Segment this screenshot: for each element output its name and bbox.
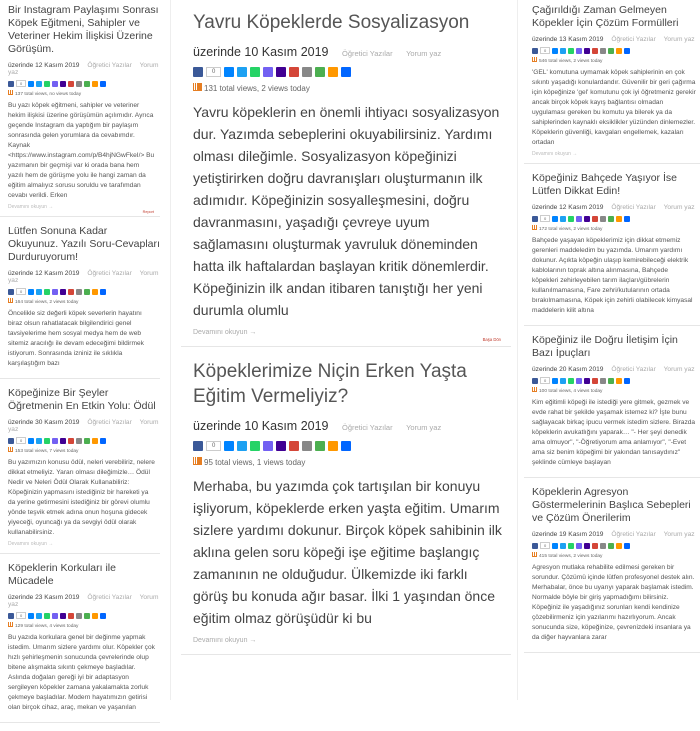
share-icon[interactable] [84, 613, 90, 619]
read-more-link[interactable]: Devamını okuyun → [193, 329, 257, 336]
middle-column [181, 0, 511, 667]
post-date: üzerinde 10 Kasım 2019 [193, 45, 329, 59]
bar-chart-icon [532, 387, 537, 392]
view-count: 137 total views, no views today [8, 90, 160, 97]
yahoo-mail-icon[interactable] [584, 543, 590, 549]
email-icon[interactable] [600, 543, 606, 549]
facebook-icon[interactable] [8, 613, 14, 619]
share-icon[interactable] [608, 48, 614, 54]
twitter-icon[interactable] [560, 216, 566, 222]
whatsapp-icon[interactable] [568, 543, 574, 549]
post-meta [8, 594, 160, 608]
bookmark-icon[interactable] [616, 543, 622, 549]
gmail-icon[interactable] [289, 441, 299, 451]
whatsapp-icon[interactable] [44, 613, 50, 619]
post-card [524, 334, 700, 478]
twitter-icon[interactable] [36, 289, 42, 295]
share-bar [193, 441, 511, 451]
view-count: 153 total views, 7 views today [8, 447, 160, 454]
add-icon[interactable] [100, 438, 106, 444]
post-excerpt: Öncelikle siz değerli köpek severlerin hayatını biraz olsun rahatlatacak bilgilendirici genel tavsiyelerime hem sosyal medya hem de web sitemiz aracılığı ile devam edeceğimi bildirmek istiyorum. Sonrasında izniniz ile sıklıkla karşılaştığım bazı [8, 310, 144, 367]
twitter-icon[interactable] [237, 441, 247, 451]
bar-chart-icon [193, 83, 202, 91]
twitter-icon[interactable] [36, 438, 42, 444]
share-bar [532, 542, 700, 549]
twitter-icon[interactable] [237, 67, 247, 77]
bar-chart-icon [8, 298, 13, 303]
bookmark-icon[interactable] [328, 441, 338, 451]
add-icon[interactable] [624, 216, 630, 222]
viber-icon[interactable] [52, 289, 58, 295]
add-icon[interactable] [100, 289, 106, 295]
add-icon[interactable] [100, 81, 106, 87]
post-date: üzerinde 12 Kasım 2019 [8, 270, 80, 277]
post-category[interactable]: Öğretici Yazılar [87, 594, 132, 601]
email-icon[interactable] [302, 441, 312, 451]
yahoo-mail-icon[interactable] [584, 48, 590, 54]
gmail-icon[interactable] [68, 81, 74, 87]
post-card [524, 4, 700, 164]
post-meta [8, 270, 160, 284]
post-category[interactable]: Öğretici Yazılar [611, 36, 656, 43]
share-bar [532, 377, 700, 384]
yahoo-mail-icon[interactable] [60, 81, 66, 87]
post-title[interactable]: Lütfen Sonuna Kadar Okuyunuz. Yazılı Soru-Cevapları Durduruyorum! [8, 225, 160, 263]
email-icon[interactable] [76, 438, 82, 444]
view-count: 131 total views, 2 views today [193, 83, 511, 93]
viber-icon[interactable] [263, 441, 273, 451]
post-title[interactable]: Köpeğinize Bir Şeyler Öğretmenin En Etkin Yolu: Ödül [8, 387, 156, 412]
share-icon[interactable] [84, 81, 90, 87]
messenger-icon[interactable] [28, 81, 34, 87]
post-title[interactable]: Köpeklerin Korkuları ile Mücadele [8, 562, 116, 587]
post-title[interactable]: Çağırıldığı Zaman Gelmeyen Köpekler İçin Çözüm Formülleri [532, 4, 679, 29]
post-card [0, 387, 160, 554]
read-more-link[interactable]: Devamını okuyun → [532, 151, 578, 157]
viber-icon[interactable] [576, 378, 582, 384]
post-category[interactable]: Öğretici Yazılar [342, 423, 393, 432]
bookmark-icon[interactable] [616, 48, 622, 54]
post-excerpt: Bu yazımızın konusu ödül, neleri verebiliriz, nelere dikkat etmeliyiz. Yararı olması dileğimizle… Ödül Nedir ve Neleri Ödül Olarak Kullanabiliriz: Köpeğinizin yapmasını istediğiniz bir hareketi ya da yerine getirmesini istediğiniz bir görevi olumlu yönde teşvik etmek adına onun hoşuna gidecek yiyeceği, oyuncağı ya da sevgiyi ödül olarak kullanabilirsiniz. [8, 459, 155, 536]
post-date: üzerinde 12 Kasım 2019 [532, 204, 604, 211]
share-count: 0 [540, 215, 550, 222]
whatsapp-icon[interactable] [568, 48, 574, 54]
share-icon[interactable] [315, 441, 325, 451]
post-excerpt: Agresyon mutlaka rehabilite edilmesi gereken bir sorundur. Çözümü içinde lütfen profesyonel destek alın. Merhabalar, önce bu uyarıyı yaparak başlamak istedim. Normalde böyle bir giriş yapmadığımı bilirsiniz. Köpeğiniz ile yaşadığınız sorunları kendi kendinize çözebilirmeniz için yazılarımı hazırlıyorum. Ancak sonucunda size, köpeğinize, çevrenizdeki insanlara ya da diğer hayvanlara zarar [532, 564, 695, 641]
post-meta [532, 36, 700, 43]
share-count: 0 [206, 441, 221, 451]
view-count: 172 total views, 2 views today [532, 225, 700, 232]
post-meta [532, 531, 700, 538]
facebook-icon[interactable] [193, 441, 203, 451]
post-date: üzerinde 13 Kasım 2019 [532, 36, 604, 43]
post-card [181, 10, 511, 347]
post-meta [8, 62, 160, 76]
share-bar [8, 612, 160, 619]
post-date: üzerinde 30 Kasım 2019 [8, 419, 80, 426]
share-count: 0 [540, 542, 550, 549]
post-meta [8, 419, 160, 433]
share-count: 0 [540, 47, 550, 54]
post-title[interactable]: Yavru Köpeklerde Sosyalizasyon [193, 12, 470, 33]
facebook-icon[interactable] [8, 81, 14, 87]
right-column [524, 0, 700, 661]
bar-chart-icon [8, 447, 13, 452]
messenger-icon[interactable] [224, 441, 234, 451]
yahoo-mail-icon[interactable] [60, 438, 66, 444]
post-card [524, 486, 700, 653]
add-icon[interactable] [100, 613, 106, 619]
email-icon[interactable] [302, 67, 312, 77]
share-icon[interactable] [84, 289, 90, 295]
post-meta [193, 45, 511, 59]
post-date: üzerinde 23 Kasım 2019 [8, 594, 80, 601]
post-title[interactable]: Köpeklerin Agresyon Göstermelerinin Başlıca Sebepleri ve Çözüm Önerilerim [532, 486, 691, 524]
post-comments-link[interactable]: Yorum yaz [8, 419, 159, 433]
share-count: 0 [206, 67, 221, 77]
post-title[interactable]: Bir Instagram Paylaşımı Sonrası Köpek Eğitmeni, Sahipler ve Veteriner Hekim İlişkisi Üzerine Görüşüm. [8, 4, 159, 55]
viber-icon[interactable] [576, 543, 582, 549]
bookmark-icon[interactable] [92, 289, 98, 295]
post-comments-link[interactable]: Yorum yaz [8, 594, 159, 608]
whatsapp-icon[interactable] [44, 438, 50, 444]
whatsapp-icon[interactable] [568, 378, 574, 384]
whatsapp-icon[interactable] [250, 441, 260, 451]
viber-icon[interactable] [52, 81, 58, 87]
bookmark-icon[interactable] [616, 216, 622, 222]
post-card [0, 562, 160, 723]
share-icon[interactable] [315, 67, 325, 77]
post-excerpt: Bu yazı köpek eğitmeni, sahipler ve veteriner hekim ilişkisi üzerine görüşümün açılımıdır. Ayrıca geçende Instagram da yaptığım bir paylaşım sonrasında gelen yorumlara da cevabımdır. Kaynak <https://www.instagram.com/p/B4hjNGwFkeI/> Bu yazımanın bir geçmişi var ki orada bana hem yazılı hem de görüşme yolu ile hangi zaman da eğitim almalıyız sorusu soruldu ve tarafımdan cevabı verildi. Erken [8, 102, 155, 199]
share-bar [8, 80, 160, 87]
read-more-link[interactable]: Devamını okuyun → [8, 204, 54, 210]
view-count: 129 total views, 4 views today [8, 622, 160, 629]
post-card [0, 225, 160, 379]
whatsapp-icon[interactable] [44, 289, 50, 295]
gmail-icon[interactable] [592, 216, 598, 222]
post-comments-link[interactable]: Yorum yaz [406, 49, 442, 58]
post-comments-link[interactable]: Yorum yaz [663, 366, 695, 373]
share-bar [532, 215, 700, 222]
read-more-link[interactable]: Devamını okuyun → [8, 541, 54, 547]
gmail-icon[interactable] [68, 438, 74, 444]
post-date: üzerinde 20 Kasım 2019 [532, 366, 604, 373]
post-category[interactable]: Öğretici Yazılar [611, 204, 656, 211]
gmail-icon[interactable] [592, 378, 598, 384]
facebook-icon[interactable] [532, 378, 538, 384]
post-date: üzerinde 19 Kasım 2019 [532, 531, 604, 538]
post-card [524, 172, 700, 326]
messenger-icon[interactable] [28, 289, 34, 295]
viber-icon[interactable] [576, 48, 582, 54]
post-excerpt: 'GEL' komutuna uymamak köpek sahiplerinin en çok sıkıntı yaşadığı konulardandır. Güvenilir bir geri çağırma için köpeğinize 'gel' komutunu çok iyi öğretmeniz gerekir ancak birçok köpek kayış bağlantısı olmadan uygulaması gereken bu komutu ya bilerek ya da sahiplerinden kaynaklı eksiklikler yüzünden dinlemezler. Köpeklerin güvenliği, kavgaları engellemek, kazaları ortadan [532, 69, 696, 146]
bar-chart-icon [8, 90, 13, 95]
yahoo-mail-icon[interactable] [276, 67, 286, 77]
post-title[interactable]: Köpeğiniz ile Doğru İletişim İçin Bazı İpuçları [532, 334, 678, 359]
bar-chart-icon [532, 57, 537, 62]
post-card [0, 4, 160, 217]
post-category[interactable]: Öğretici Yazılar [342, 49, 393, 58]
report-link[interactable]: Başa Dön [482, 337, 501, 342]
view-count: 95 total views, 1 views today [193, 457, 511, 467]
share-count: 0 [16, 612, 26, 619]
messenger-icon[interactable] [552, 48, 558, 54]
view-count: 546 total views, 2 views today [532, 57, 700, 64]
share-bar [532, 47, 700, 54]
email-icon[interactable] [600, 378, 606, 384]
gmail-icon[interactable] [289, 67, 299, 77]
twitter-icon[interactable] [36, 81, 42, 87]
facebook-icon[interactable] [532, 543, 538, 549]
post-comments-link[interactable]: Yorum yaz [8, 270, 159, 284]
facebook-icon[interactable] [8, 438, 14, 444]
post-excerpt: Merhaba, bu yazımda çok tartışılan bir konuyu işliyorum, köpeklerde erken yaşta eğitim. Umarım sizlere yardımı dokunur. Birçok köpek sahibinin ilk aklına gelen soru köpeği işe eğitime başlangıç zamanının ne olduğudur. Ülkemizde iki farklı görüş bu konuda ağır basar. İlki 1 yaşından önce eğitim olmaz görüşüdür ki bu [193, 478, 502, 626]
report-link[interactable]: Report [142, 210, 154, 214]
share-bar [8, 437, 160, 444]
share-bar [8, 288, 160, 295]
gmail-icon[interactable] [592, 48, 598, 54]
share-icon[interactable] [608, 378, 614, 384]
yahoo-mail-icon[interactable] [60, 289, 66, 295]
post-card [181, 359, 511, 655]
messenger-icon[interactable] [552, 216, 558, 222]
messenger-icon[interactable] [28, 613, 34, 619]
share-icon[interactable] [84, 438, 90, 444]
post-comments-link[interactable]: Yorum yaz [663, 531, 695, 538]
add-icon[interactable] [624, 543, 630, 549]
post-excerpt: Yavru köpeklerin en önemli ihtiyacı sosyalizasyon dur. Yazımda sebeplerini okuyabilirsiniz. Yardımı olması dileğimle. Sosyalizasyon köpeğinizi yetiştirirken doğru davranışları oluşturmanın ilk adımıdır. Köpeğinizin sosyalleşmesini, doğru davranmasını, yaşadığı çevreye uyum sağlamasını oluşturmak yavruluk döneminden hatta ilk haftalardan başlayan kritik dönemlerdir. Köpeğinizin ilk andan itibaren tanıştığı her yeni durumla olumlu [193, 104, 500, 318]
viber-icon[interactable] [576, 216, 582, 222]
messenger-icon[interactable] [552, 543, 558, 549]
facebook-icon[interactable] [193, 67, 203, 77]
left-column [0, 0, 160, 731]
share-icon[interactable] [608, 216, 614, 222]
facebook-icon[interactable] [532, 48, 538, 54]
share-bar [193, 67, 511, 77]
add-icon[interactable] [624, 378, 630, 384]
twitter-icon[interactable] [560, 378, 566, 384]
post-category[interactable]: Öğretici Yazılar [87, 270, 132, 277]
bookmark-icon[interactable] [616, 378, 622, 384]
twitter-icon[interactable] [560, 48, 566, 54]
post-meta [193, 419, 511, 433]
post-comments-link[interactable]: Yorum yaz [8, 62, 159, 76]
twitter-icon[interactable] [36, 613, 42, 619]
post-meta [532, 204, 700, 211]
post-date: üzerinde 10 Kasım 2019 [193, 419, 329, 433]
email-icon[interactable] [600, 216, 606, 222]
yahoo-mail-icon[interactable] [584, 378, 590, 384]
post-category[interactable]: Öğretici Yazılar [87, 419, 132, 426]
gmail-icon[interactable] [68, 613, 74, 619]
post-excerpt: Bahçede yaşayan köpeklerimiz için dikkat etmemiz gerenleri maddeledim bu yazımda. Umarım yardımı dokunur. Açıkta köpeğin ulaşıp kemirebileceği elektrik kablolarının toprak altına alınmasına, Bahçede köpekleri zehirleyebilen tarım ilaçları/gübrelerin kullanılmamasına, Fare zehri/kutularının ortada bırakılmamasına, Köpek için zehirli olabilecek kimyasal maddelerin kilit altına [532, 237, 693, 314]
bookmark-icon[interactable] [328, 67, 338, 77]
share-count: 0 [16, 437, 26, 444]
messenger-icon[interactable] [224, 67, 234, 77]
viber-icon[interactable] [52, 438, 58, 444]
post-date: üzerinde 12 Kasım 2019 [8, 62, 80, 69]
bookmark-icon[interactable] [92, 81, 98, 87]
viber-icon[interactable] [263, 67, 273, 77]
view-count: 100 total views, 4 views today [532, 387, 700, 394]
add-icon[interactable] [624, 48, 630, 54]
post-comments-link[interactable]: Yorum yaz [663, 36, 695, 43]
share-count: 0 [16, 80, 26, 87]
view-count: 164 total views, 2 views today [8, 298, 160, 305]
whatsapp-icon[interactable] [44, 81, 50, 87]
email-icon[interactable] [600, 48, 606, 54]
yahoo-mail-icon[interactable] [584, 216, 590, 222]
bar-chart-icon [8, 622, 13, 627]
twitter-icon[interactable] [560, 543, 566, 549]
bookmark-icon[interactable] [92, 438, 98, 444]
view-count: 415 total views, 2 views today [532, 552, 700, 559]
add-icon[interactable] [341, 67, 351, 77]
post-excerpt: Bu yazıda korkulara genel bir değinme yapmak istedim. Umarım sizlere yardımı olur. Köpekler çok hızlı şehirleşmenin sonucunda çevrelerinde olup bitene alışmakta sıkıntı çekmeye başladılar. Aslında doğaları gereği iyi bir adaptasyon sergileyen köpekler zamana yakalamakta zorluk çekmeye başladılar. Modern hayatımızın getirisi olan birçok cihaz, araç, mekan ve yaşanılan [8, 634, 155, 711]
add-icon[interactable] [341, 441, 351, 451]
yahoo-mail-icon[interactable] [60, 613, 66, 619]
email-icon[interactable] [76, 289, 82, 295]
bar-chart-icon [532, 225, 537, 230]
post-excerpt: Kim eğitimli köpeği ile istediği yere gitmek, gezmek ve evde rahat bir şekilde yaşamak istemez ki? İşte bunu sağlayacak birkaç ipucu vermek istedim sizlere. Birazda köpeklerin avukatlığını yaparak… "- Her şeyi denedik ama olmuyor", "-Öğretiyorum ama anlamıyor", "-Evet ama siz benim köpeğimi bir yakından tanısaydınız" şeklinde cümleye başlayan [532, 399, 696, 466]
bar-chart-icon [532, 552, 537, 557]
messenger-icon[interactable] [552, 378, 558, 384]
yahoo-mail-icon[interactable] [276, 441, 286, 451]
email-icon[interactable] [76, 613, 82, 619]
post-comments-link[interactable]: Yorum yaz [663, 204, 695, 211]
facebook-icon[interactable] [532, 216, 538, 222]
email-icon[interactable] [76, 81, 82, 87]
whatsapp-icon[interactable] [568, 216, 574, 222]
share-count: 0 [540, 377, 550, 384]
whatsapp-icon[interactable] [250, 67, 260, 77]
bar-chart-icon [193, 457, 202, 465]
messenger-icon[interactable] [28, 438, 34, 444]
bookmark-icon[interactable] [92, 613, 98, 619]
gmail-icon[interactable] [592, 543, 598, 549]
share-icon[interactable] [608, 543, 614, 549]
share-count: 0 [16, 288, 26, 295]
post-comments-link[interactable]: Yorum yaz [406, 423, 442, 432]
post-meta [532, 366, 700, 373]
viber-icon[interactable] [52, 613, 58, 619]
post-category[interactable]: Öğretici Yazılar [611, 531, 656, 538]
post-category[interactable]: Öğretici Yazılar [611, 366, 656, 373]
post-title[interactable]: Köpeklerimize Niçin Erken Yaşta Eğitim Vermeliyiz? [193, 361, 467, 407]
read-more-link[interactable]: Devamını okuyun → [193, 637, 257, 644]
post-title[interactable]: Köpeğiniz Bahçede Yaşıyor İse Lütfen Dikkat Edin! [532, 172, 677, 197]
facebook-icon[interactable] [8, 289, 14, 295]
gmail-icon[interactable] [68, 289, 74, 295]
post-category[interactable]: Öğretici Yazılar [87, 62, 132, 69]
